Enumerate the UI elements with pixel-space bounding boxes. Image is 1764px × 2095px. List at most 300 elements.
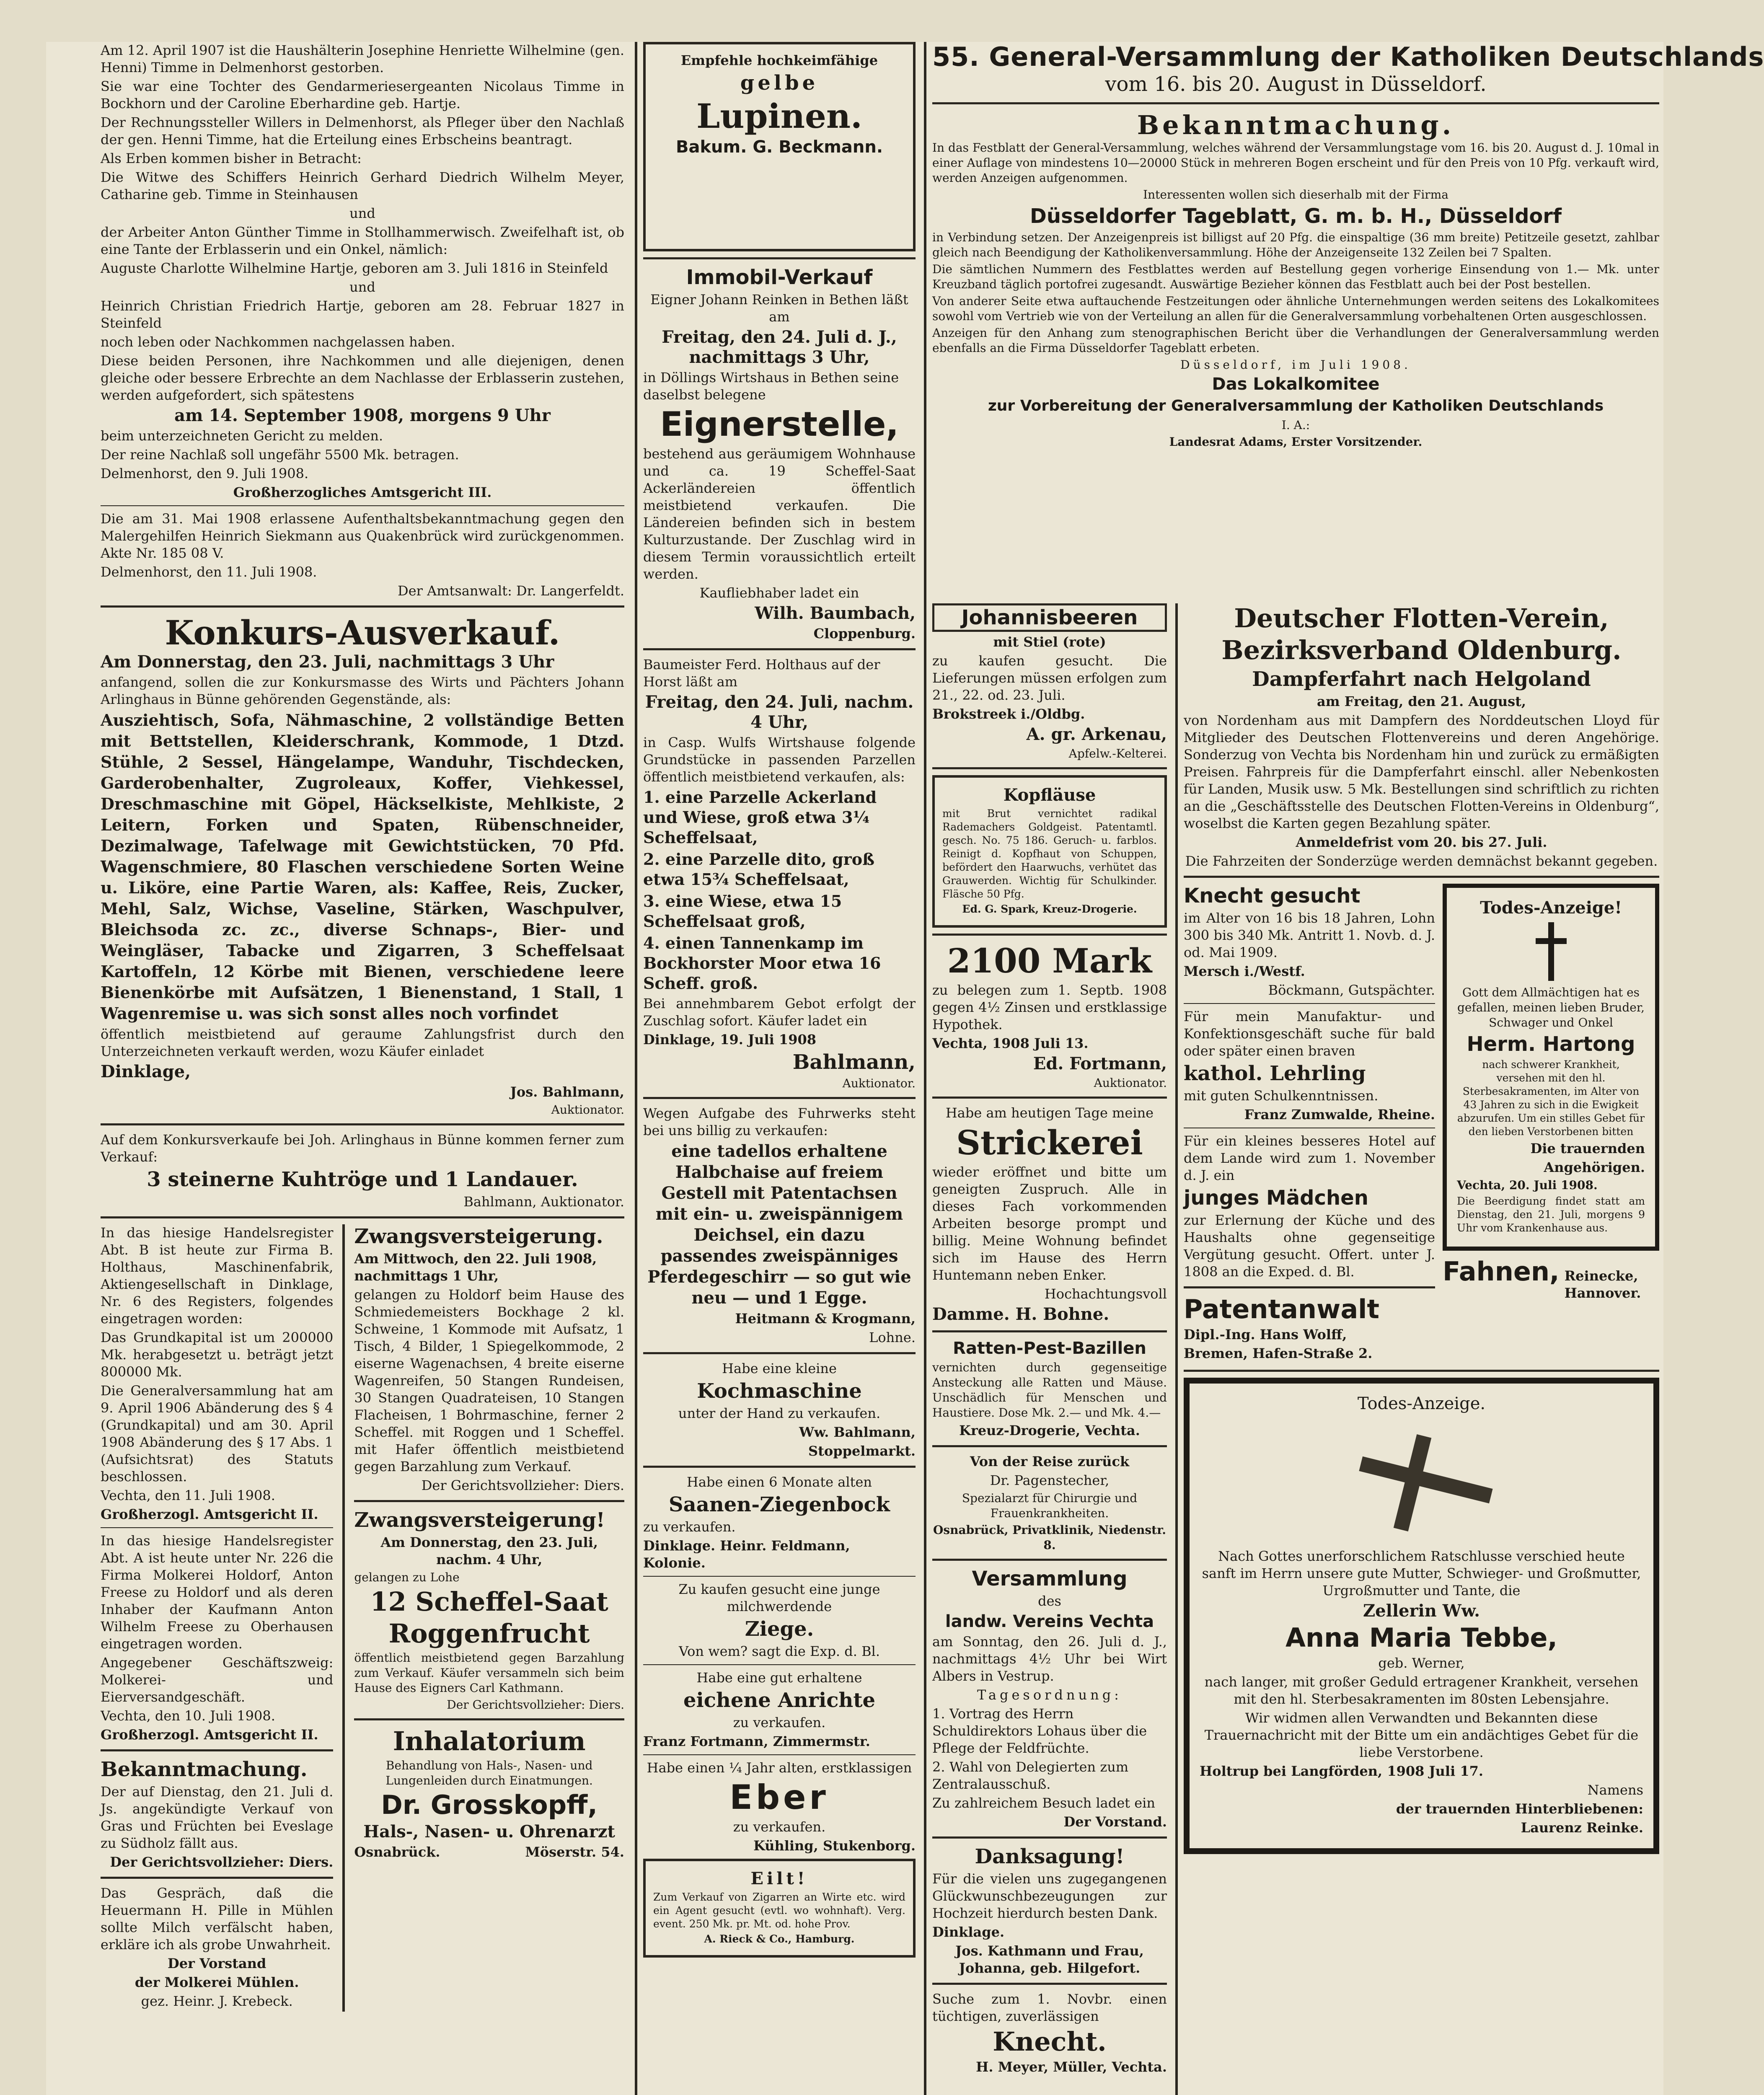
divider: [101, 605, 624, 608]
strick-pre: Habe am heutigen Tage meine: [945, 1105, 1154, 1121]
inhal-addr-left: Osnabrück.: [354, 1844, 440, 1860]
strick-title: Strickerei: [956, 1123, 1143, 1162]
koch-sign: Ww. Bahlmann,: [799, 1424, 916, 1440]
tod2-title: Todes-Anzeige.: [1357, 1394, 1486, 1413]
handels1-para: Die Generalversammlung hat am 9. April 1906 Abänderung des § 4 (Grundkapital) und am 30. April 1908 Abänderung des § 17 Abs. 1 (Aufsichtsrat) des Statuts beschlossen.: [101, 1383, 334, 1485]
mad-title: junges Mädchen: [1184, 1186, 1368, 1210]
bek-sign: zur Vorbereitung der Generalversammlung der Katholiken Deutschlands: [988, 397, 1604, 414]
tod1-sign: Die trauernden: [1530, 1141, 1645, 1156]
dank-place: Dinklage.: [932, 1924, 1005, 1940]
divider: [101, 1527, 333, 1528]
tod1-text: Gott dem Allmächtigen hat es gefallen, meinen lieben Bruder, Schwager und Onkel: [1457, 985, 1645, 1029]
handelsregister-2: [101, 1532, 333, 1743]
ratten-text: vernichten durch gegenseitige Ansteckung alle Ratten und Mäuse. Unschädlich für Menschen und Haustiere. Dose Mk. 2.— und Mk. 4.—: [932, 1360, 1167, 1420]
anrichte-ad: [643, 1669, 916, 1750]
knecht2-text: im Alter von 16 bis 18 Jahren, Lohn 300 bis 340 Mk. Antritt 1. Novb. d. J. od. Mai 1909.: [1184, 910, 1435, 960]
maedchen-ad: [1184, 1133, 1435, 1280]
todes-anzeige-tebbe: [1184, 1378, 1659, 1854]
lupinen-gelbe: gelbe: [740, 71, 819, 95]
bekanntmachung-small: [101, 1757, 333, 1871]
kopflaeuse-ad: [932, 775, 1167, 928]
col1-lower-right: [354, 1224, 624, 2012]
flotte-date: am Freitag, den 21. August,: [1317, 693, 1526, 709]
divider: [101, 1749, 333, 1751]
holthaus-ad: [643, 656, 916, 1091]
tod2-pre: Zellerin Ww.: [1363, 1601, 1480, 1621]
dank-sign: Jos. Kathmann und Frau, Johanna, geb. Hilgefort.: [955, 1943, 1144, 1976]
nachlass-para: Heinrich Christian Friedrich Hartje, geboren am 28. Februar 1827 in Steinfeld: [101, 298, 624, 331]
ziege-sign: Dinklage. Heinr. Feldmann, Kolonie.: [643, 1538, 850, 1571]
ziege-pre: Habe einen 6 Monate alten: [686, 1474, 872, 1490]
tod2-sign: der trauernden Hinterbliebenen:: [1396, 1801, 1643, 1817]
tod2-place: Holtrup bei Langförden, 1908 Juli 17.: [1200, 1763, 1484, 1779]
lehr-sign: Franz Zumwalde, Rheine.: [1244, 1107, 1435, 1123]
immobil-big: Eignerstelle,: [660, 405, 899, 444]
handels1-signature: Großherzogl. Amtsgericht II.: [101, 1506, 318, 1522]
bek-sign: Das Lokalkomitee: [1212, 375, 1380, 394]
versammlung-ad: [932, 1567, 1167, 1831]
konkurs-role: Auktionator.: [551, 1103, 624, 1117]
knecht2-title: Knecht gesucht: [1184, 884, 1361, 908]
holthaus-item: 1. eine Parzelle Ackerland und Wiese, groß etwa 3¼ Scheffelsaat,: [643, 788, 877, 847]
lupinen-sign: Bakum. G. Beckmann.: [675, 137, 883, 157]
joh-place: Brokstreek i./Oldbg.: [932, 706, 1085, 722]
nachlass-para: und: [349, 205, 375, 221]
mark-title: 2100 Mark: [947, 941, 1152, 980]
divider: [643, 1664, 916, 1665]
tod2-text: Nach Gottes unerforschlichem Ratschlusse verschied heute sanft im Herrn unsere gute Mutter, Schwieger- und Großmutter, Urgroßmutter und Tante, die: [1202, 1548, 1641, 1598]
col4-mid: [1184, 884, 1659, 1364]
vers-tages: Tagesordnung:: [977, 1687, 1122, 1703]
nachlass-para: und: [349, 279, 375, 295]
bek-text: Interessenten wollen sich dieserhalb mit der Firma: [1143, 188, 1448, 202]
reise-addr: Osnabrück, Privatklinik, Niedenstr. 8.: [933, 1523, 1167, 1552]
flotte-anm: Anmeldefrist vom 20. bis 27. Juli.: [1296, 834, 1547, 850]
handels2-para: Vechta, den 10. Juli 1908.: [101, 1708, 275, 1724]
zwang2-signature: Der Gerichtsvollzieher: Diers.: [447, 1698, 624, 1712]
cross-icon: [1334, 1422, 1510, 1539]
konkurs-items: Ausziehtisch, Sofa, Nähmaschine, 2 vollständige Betten mit Bettstellen, Kleiderschrank, Kommode, 1 Dtzd. Stühle, 2 Sessel, Hängelampe, Wanduhr, Tischdecken, Garderobenhalter, Zugroleaux, Koffer, Viehkessel, Dreschmaschine mit Göpel, Häckselkiste, Mehlkiste, 2 Leitern, Forken und Spaten, Rübenschneider, Dezimalwage, Tafelwage mit Gewichtstücken, 70 Pfd. Wagenschmiere, 80 Flaschen verschiedene Sorten Weine u. Liköre, eine Partie Waren, als: Kaffee, Reis, Zucker, Mehl, Salz, Wichse, Vaseline, Stärken, Waschpulver, Bleichsoda zc. zc., diverse Schnaps-, Bier- und Weingläser, Tabacke und Zigarren, 3 Scheffelsaat Kartoffeln, 12 Körbe mit Bienen, verschiedene leere Bienenkörbe mit Aufsätzen, 1 Bienenstand, 1 Stall, 1 Wagenremise u. was sich sonst alles noch vorfindet: [101, 711, 624, 1023]
nachlass-deadline: am 14. September 1908, morgens 9 Uhr: [174, 406, 551, 425]
fahnen-title: Fahnen,: [1443, 1256, 1560, 1287]
divider: [932, 934, 1167, 936]
divider: [354, 1718, 624, 1720]
bekannt-signature: Der Gerichtsvollzieher: Diers.: [110, 1854, 334, 1870]
eilt-sign: A. Rieck & Co., Hamburg.: [704, 1933, 855, 1945]
flotte-title: Deutscher Flotten-Verein,: [1234, 603, 1609, 634]
divider: [643, 1097, 916, 1099]
bek-sign: I. A.:: [1281, 418, 1310, 432]
column-2: [643, 42, 916, 1958]
reise-name: Dr. Pagenstecher,: [990, 1472, 1110, 1488]
handels2-signature: Großherzogl. Amtsgericht II.: [101, 1727, 318, 1743]
lehr-text: Für mein Manufaktur- und Konfektionsgeschäft suche für bald oder später einen braven: [1184, 1009, 1435, 1059]
inhal-spec: Hals-, Nasen- u. Ohrenarzt: [363, 1822, 615, 1842]
divider: [1184, 1286, 1435, 1288]
holthaus-item: 3. eine Wiese, etwa 15 Scheffelsaat groß,: [643, 892, 842, 931]
gespraech-sign: gez. Heinr. J. Krebeck.: [141, 1993, 293, 2009]
tod2-geb: geb. Werner,: [1378, 1655, 1465, 1671]
nachlass-para: Sie war eine Tochter des Gendarmeriesergeanten Nicolaus Timme in Bockhorn und der Caroline Eberhardine geb. Hartje.: [101, 78, 624, 111]
strickerei-ad: [932, 1104, 1167, 1324]
konkurs-ad: [101, 613, 624, 1117]
zwang2-text: öffentlich meistbietend gegen Barzahlung zum Verkauf. Käufer versammeln sich beim Hause des Eigners Carl Kathmann.: [354, 1651, 624, 1695]
tod2-sign: Namens: [1587, 1782, 1643, 1798]
eilt-title: Eilt!: [750, 1869, 808, 1888]
joh-sign: A. gr. Arkenau,: [1026, 724, 1167, 744]
strick-sign: Damme. H. Bohne.: [932, 1304, 1110, 1324]
lupinen-title: Lupinen.: [696, 96, 862, 136]
knecht-pre: Suche zum 1. Novbr. einen tüchtigen, zuverlässigen: [932, 1991, 1167, 2024]
ziege2-title: Ziege.: [745, 1617, 814, 1641]
eilt-ad: [643, 1859, 916, 1958]
flotte-sub: Dampferfahrt nach Helgoland: [1252, 667, 1591, 691]
fahnen-ad: [1443, 1257, 1659, 1302]
flottenverein-ad: [1184, 603, 1659, 870]
danksagung-ad: [932, 1844, 1167, 1977]
halb-place: Lohne.: [869, 1329, 916, 1345]
divider: [1184, 1370, 1659, 1372]
kuhtroege-signature: Bahlmann, Auktionator.: [463, 1194, 624, 1210]
inhal-name: Dr. Grosskopff,: [381, 1790, 597, 1820]
ratten-ad: [932, 1338, 1167, 1439]
konkurs-signature: Jos. Bahlmann,: [510, 1084, 624, 1100]
divider: [1184, 1003, 1435, 1004]
holthaus-sign: Bahlmann,: [792, 1050, 916, 1074]
divider: [932, 1330, 1167, 1332]
zwang1-title: Zwangsversteigerung.: [354, 1225, 603, 1248]
general-versammlung-block: [932, 41, 1764, 451]
todes-anzeige-hartong: [1443, 884, 1659, 1251]
inhal-title: Inhalatorium: [393, 1726, 586, 1756]
newspaper-page: [46, 41, 1764, 2095]
bek-date: Düsseldorf, im Juli 1908.: [1180, 358, 1411, 372]
eber-sign: Kühling, Stukenborg.: [753, 1838, 916, 1854]
tod1-sign: Angehörigen.: [1544, 1159, 1645, 1175]
joh-sub: mit Stiel (rote): [993, 634, 1106, 650]
lehrling-ad: [1184, 1008, 1435, 1123]
lupinen-pre: Empfehle hochkeimfähige: [680, 52, 878, 68]
kuhtroege-title: 3 steinerne Kuhtröge und 1 Landauer.: [147, 1168, 578, 1191]
joh-role: Apfelw.-Kelterei.: [1068, 747, 1167, 760]
vers-title: Versammlung: [972, 1567, 1128, 1591]
knecht-gesucht-ad: [1184, 884, 1435, 999]
mad-text2: zur Erlernung der Küche und des Haushalts ohne gegenseitige Vergütung gesucht. Offert. unter J. 1808 an die Exped. d. Bl.: [1184, 1212, 1435, 1280]
flotte-tail: Die Fahrzeiten der Sonderzüge werden demnächst bekannt gegeben.: [1185, 853, 1658, 869]
nachlass-para: Die Witwe des Schiffers Heinrich Gerhard Diedrich Wilhelm Meyer, Catharine geb. Timme in Steinhausen: [101, 169, 624, 202]
divider: [354, 1500, 624, 1502]
mark-role: Auktionator.: [1094, 1076, 1167, 1090]
divider: [643, 257, 916, 259]
lehr-sub: mit guten Schulkenntnissen.: [1184, 1088, 1379, 1104]
konkurs-place: Dinklage,: [101, 1062, 191, 1081]
nachlass-para: Der Rechnungssteller Willers in Delmenhorst, als Pfleger über den Nachlaß der gen. Henni Timme, hat die Erteilung eines Erbscheins beantragt.: [101, 114, 624, 147]
immobil-ad: [643, 265, 916, 642]
nachlass-signature: Großherzogliches Amtsgericht III.: [233, 484, 492, 500]
zwang2-title: Zwangsversteigerung!: [354, 1508, 605, 1532]
aufenthalt-para: Die am 31. Mai 1908 erlassene Aufenthaltsbekanntmachung gegen den Malergehilfen Heinrich Siekmann aus Quakenbrück wird zurückgenommen. Akte Nr. 185 08 V.: [101, 511, 624, 561]
knecht2-sign: Böckmann, Gutspächter.: [1268, 982, 1435, 998]
anr-text: zu verkaufen.: [733, 1715, 826, 1730]
aufenthalt-notice: [101, 510, 624, 600]
konkurs-tail: öffentlich meistbietend auf geraume Zahlungsfrist durch den Unterzeichneten verkauft werden, wozu Käufer einladet: [101, 1026, 624, 1059]
immobil-text2: bestehend aus geräumigem Wohnhause und ca. 19 Scheffel-Saat Ackerländereien öffentlich meistbietend verkaufen. Die Ländereien befinden sich in bestem Kulturzustande. Der Zuschlag wird in diesem Termin voraussichtlich erteilt werden.: [643, 446, 916, 582]
anr-pre: Habe eine gut erhaltene: [696, 1670, 862, 1686]
anr-sign: Franz Fortmann, Zimmermstr.: [643, 1733, 870, 1749]
handels2-para: Angegebener Geschäftszweig: Molkerei- und Eierversandgeschäft.: [101, 1655, 334, 1705]
ziege2-text: Von wem? sagt die Exp. d. Bl.: [678, 1643, 880, 1659]
bek-text: In das Festblatt der General-Versammlung, welches während der Versammlungstage vom 16. bis 20. August d. J. 10mal in einer Auflage von mindestens 10—20000 Stück in mehreren Bogen erscheint und für den Preis von 10 Pfg. verkauft wird, werden Anzeigen aufgenommen.: [932, 141, 1659, 185]
strick-greet: Hochachtungsvoll: [1044, 1286, 1167, 1302]
ziege-title: Saanen-Ziegenbock: [669, 1493, 890, 1516]
divider: [101, 1123, 624, 1125]
gespraech-notice: [101, 1885, 333, 2010]
nachlass-notice: [101, 42, 624, 501]
bekannt-text: Der auf Dienstag, den 21. Juli d. Js. angekündigte Verkauf von Gras und Früchten bei Eveslage zu Südholz fällt aus.: [101, 1784, 334, 1851]
immobil-text: in Döllings Wirtshaus in Bethen seine daselbst belegene: [643, 370, 899, 403]
zwang2-sub: gelangen zu Lohe: [354, 1570, 460, 1584]
column-3: [932, 603, 1167, 2077]
halbchaise-ad: [643, 1105, 916, 1346]
divider: [643, 1576, 916, 1577]
nachlass-para: der Arbeiter Anton Günther Timme in Stollhammerwisch. Zweifelhaft ist, ob eine Tante der Erblasserin und ein Onkel, nämlich:: [101, 224, 624, 257]
bek-text: Von anderer Seite etwa auftauchende Festzeitungen oder ähnliche Unternehmungen werden seitens des Lokalkomitees sowohl vom Vertrieb wie von der Verteilung an allen für die Generalversammlung vorbehaltenen Orten ausgeschlossen.: [932, 294, 1659, 323]
nachlass-para: noch leben oder Nachkommen nachgelassen haben.: [101, 334, 455, 350]
divider: [932, 1983, 1167, 1985]
bek-text: Die sämtlichen Nummern des Festblattes werden auf Bestellung gegen vorherige Einsendung von 1.— Mk. unter Kreuzband täglich portofrei zugesandt. Auswärtige Bezieher können das Festblatt auch bei der Post bestellen.: [932, 262, 1659, 291]
immobil-place: Cloppenburg.: [813, 626, 916, 641]
inhal-address: [354, 1844, 624, 1861]
lehr-title: kathol. Lehrling: [1184, 1062, 1366, 1085]
johannisbeeren-ad: [932, 603, 1167, 761]
knecht2-place: Mersch i./Westf.: [1184, 963, 1305, 979]
mark-ad: [932, 941, 1167, 1091]
col4-mid-left: [1184, 884, 1435, 1364]
ratten-title: Ratten-Pest-Bazillen: [953, 1339, 1146, 1358]
divider: [932, 767, 1167, 769]
divider: [101, 1216, 624, 1218]
mark-sign: Ed. Fortmann,: [1033, 1054, 1167, 1073]
zwang1-text: gelangen zu Holdorf beim Hause des Schmiedemeisters Bockhage 2 kl. Schweine, 1 Kommode mit Aufsatz, 1 Tisch, 4 Bilder, 1 Spiegelkommode, 2 eiserne Wagenachsen, 4 breite eiserne Wagenreifen, 50 Stangen Rundeisen, 30 Stangen Quadrateisen, 10 Stangen Flacheisen, 1 Bohrmaschine, ferner 2 Scheffel. mit Roggen und 1 Scheffel. mit Hafer öffentlich meistbietend gegen Barzahlung zum Verkauf.: [354, 1287, 624, 1474]
nachlass-para: beim unterzeichneten Gericht zu melden.: [101, 428, 383, 444]
aufenthalt-signature: Der Amtsanwalt: Dr. Langerfeldt.: [398, 583, 624, 599]
immobil-sign: Wilh. Baumbach,: [755, 603, 916, 623]
lupinen-ad: [643, 42, 916, 251]
tod1-text2: nach schwerer Krankheit, versehen mit den hl. Sterbesakramenten, im Alter von 43 Jahren zu sich in die Ewigkeit abzurufen. Um ein stilles Gebet für den lieben Verstorbenen bitten: [1457, 1058, 1645, 1138]
bek-text: Anzeigen für den Anhang zum stenographischen Bericht über die Verhandlungen der Generalversammlung werden ebenfalls an die Firma Düsseldorfer Tageblatt erbeten.: [932, 326, 1659, 355]
holthaus-date: Freitag, den 24. Juli, nachm. 4 Uhr,: [645, 692, 914, 732]
nachlass-para: Am 12. April 1907 ist die Haushälterin Josephine Henriette Wilhelmine (gen. Henni) Timme in Delmenhorst gestorben.: [101, 42, 624, 75]
divider: [101, 505, 624, 506]
vers-sub: landw. Vereins Vechta: [945, 1612, 1154, 1631]
halb-items: eine tadellos erhaltene Halbchaise auf freiem Gestell mit Patentachsen mit ein- u. zweispännigem Deichsel, ein dazu passendes zweispänniges Pferdegeschirr — so gut wie neu — und 1 Egge.: [647, 1141, 911, 1308]
vers-sign: Der Vorstand.: [1063, 1814, 1167, 1830]
immobil-intro: Eigner Johann Reinken in Bethen läßt am: [650, 292, 908, 325]
immobil-text3: Kaufliebhaber ladet ein: [699, 585, 859, 601]
bek-text: in Verbindung setzen. Der Anzeigenpreis ist billigst auf 20 Pfg. die einspaltige (36 mm breite) Petitzeile gesetzt, zahlbar gleich nach Beendigung der Katholikenversammlung. Höhe der Anzeigenseite 132 Zeilen bei 7 Spalten.: [932, 230, 1659, 259]
handelsregister-1: [101, 1224, 333, 1523]
konkurs-lead: Am Donnerstag, den 23. Juli, nachmittags 3 Uhr: [101, 652, 554, 672]
tod1-tail: Die Beerdigung findet statt am Dienstag, den 21. Juli, morgens 9 Uhr vom Krankenhause aus.: [1457, 1195, 1645, 1234]
kopf-title: Kopfläuse: [1003, 785, 1096, 805]
ziege-text: zu verkaufen.: [643, 1519, 736, 1535]
holthaus-intro: Baumeister Ferd. Holthaus auf der Horst läßt am: [643, 657, 880, 690]
vers-tail: Zu zahlreichem Besuch ladet ein: [932, 1795, 1155, 1811]
reise-spec: Spezialarzt für Chirurgie und Frauenkrankheiten.: [962, 1491, 1138, 1520]
eilt-text: Zum Verkauf von Zigarren an Wirte etc. wird ein Agent gesucht (evtl. wo wohnhaft). Verg. event. 250 Mk. pr. Mt. od. hohe Prov.: [653, 1891, 905, 1930]
col4-mid-right: [1443, 884, 1659, 1364]
fahnen-sign: Reinecke, Hannover.: [1564, 1268, 1641, 1301]
pat-title: Patentanwalt: [1184, 1294, 1380, 1324]
handels1-para: Vechta, den 11. Juli 1908.: [101, 1487, 275, 1503]
pat-addr: Bremen, Hafen-Straße 2.: [1184, 1345, 1373, 1361]
knecht-ad: [932, 1991, 1167, 2076]
nachlass-para: Auguste Charlotte Wilhelmine Hartje, geboren am 3. Juli 1816 in Steinfeld: [101, 260, 608, 276]
mark-text: zu belegen zum 1. Septb. 1908 gegen 4½ Zinsen und erstklassige Hypothek.: [932, 982, 1167, 1032]
vers-des: des: [1038, 1593, 1061, 1609]
inhal-text: Behandlung von Hals-, Nasen- und Lungenleiden durch Einatmungen.: [385, 1759, 593, 1787]
bek-firm: Düsseldorfer Tageblatt, G. m. b. H., Düsseldorf: [1030, 204, 1562, 228]
koch-place: Stoppelmarkt.: [808, 1443, 916, 1459]
ziegenbock-ad: [643, 1474, 916, 1572]
ziege-ad: [643, 1581, 916, 1660]
ratten-sign: Kreuz-Drogerie, Vechta.: [959, 1423, 1140, 1438]
dank-text: Für die vielen uns zugegangenen Glückwunschbezeugungen zur Hochzeit hierdurch besten Dank.: [932, 1871, 1167, 1921]
nachlass-para: Der reine Nachlaß soll ungefähr 5500 Mk. betragen.: [101, 447, 459, 463]
divider: [932, 1836, 1167, 1839]
tod1-title: Todes-Anzeige!: [1480, 898, 1622, 918]
divider: [1184, 876, 1659, 878]
tod2-text3: Wir widmen allen Verwandten und Bekannten diese Trauernachricht mit der Bitte um ein andächtiges Gebet für die liebe Verstorbene.: [1204, 1710, 1639, 1760]
column-1: [101, 42, 624, 2012]
aufenthalt-para: Delmenhorst, den 11. Juli 1908.: [101, 564, 317, 580]
col1-lower: [101, 1224, 624, 2012]
zwang2-ad: [354, 1508, 624, 1712]
tod2-name: Anna Maria Tebbe,: [1285, 1622, 1557, 1653]
nachlass-para: Diese beiden Personen, ihre Nachkommen und alle diejenigen, denen gleiche oder bessere Erbrechte an dem Nachlasse der Erblasserin zustehen, werden aufgefordert, sich spätestens: [101, 353, 624, 403]
holthaus-item: 2. eine Parzelle dito, groß etwa 15¾ Scheffelsaat,: [643, 850, 874, 889]
holthaus-item: 4. einen Tannenkamp im Bockhorster Moor etwa 16 Scheff. groß.: [643, 934, 881, 993]
holthaus-text: in Casp. Wulfs Wirtshause folgende Grundstücke in passenden Parzellen öffentlich meistbietend verkaufen, als:: [643, 735, 916, 785]
kopf-sign: Ed. G. Spark, Kreuz-Drogerie.: [962, 903, 1137, 915]
tod2-sign: Laurenz Reinke.: [1521, 1820, 1643, 1836]
divider: [932, 1559, 1167, 1561]
patentanwalt-ad: [1184, 1294, 1435, 1362]
divider: [643, 1466, 916, 1468]
divider: [932, 102, 1659, 104]
tod2-text2: nach langer, mit großer Geduld ertragener Krankheit, versehen mit den hl. Sterbesakramenten im 80sten Lebensjahre.: [1204, 1674, 1639, 1707]
mark-place: Vechta, 1908 Juli 13.: [932, 1035, 1089, 1051]
bekannt-title: Bekanntmachung.: [101, 1758, 308, 1781]
eber-pre: Habe einen ¼ Jahr alten, erstklassigen: [647, 1760, 912, 1776]
flotte-text: von Nordenham aus mit Dampfern des Norddeutschen Lloyd für Mitglieder des Deutschen Flottenvereins und deren Angehörige. Sonderzug von Vechta bis Nordenham hin und zurück zu ermäßigten Preisen. Fahrpreis für die Dampferfahrt einschl. aller Nebenkosten für Landen, Musik usw. 5 Mk. Bestellungen sind schriftlich zu richten an die „Geschäftsstelle des Deutschen Flotten-Vereins in Oldenburg“, woselbst die Karten gegen Bezahlung später.: [1184, 712, 1659, 831]
reise-ad: [932, 1453, 1167, 1553]
kuhtroege-intro: Auf dem Konkursverkaufe bei Joh. Arlinghaus in Bünne kommen ferner zum Verkauf:: [101, 1132, 624, 1165]
joh-text: zu kaufen gesucht. Die Lieferungen müssen erfolgen zum 21., 22. od. 23. Juli.: [932, 653, 1167, 703]
zwang1-lead: Am Mittwoch, den 22. Juli 1908, nachmittags 1 Uhr,: [354, 1251, 597, 1284]
holthaus-place: Dinklage, 19. Juli 1908: [643, 1032, 816, 1048]
flotte-title2: Bezirksverband Oldenburg.: [1221, 635, 1622, 665]
vers-text: am Sonntag, den 26. Juli d. J., nachmittags 4½ Uhr bei Wirt Albers in Vestrup.: [932, 1634, 1167, 1684]
cross-icon: [1532, 922, 1570, 981]
knecht-title: Knecht.: [993, 2026, 1107, 2057]
vers-item: 2. Wahl von Delegierten zum Zentralausschuß.: [932, 1759, 1129, 1792]
kopf-text: mit Brut vernichtet radikal Rademachers Goldgeist. Patentamtl. gesch. No. 75 186. Geruch- u. farblos. Reinigt d. Kopfhaut von Schuppen, befördert den Haarwuchs, verhütet das Grauwerden. Wichtig für Schulkinder. Fläsche 50 Pfg.: [942, 807, 1157, 900]
nachlass-para: Delmenhorst, den 9. Juli 1908.: [101, 466, 309, 481]
anr-title: eichene Anrichte: [683, 1689, 876, 1712]
col1-lower-left: [101, 1224, 333, 2012]
tod1-name: Herm. Hartong: [1467, 1032, 1635, 1056]
immobil-date: Freitag, den 24. Juli d. J., nachmittags 3 Uhr,: [662, 327, 897, 367]
divider: [101, 1877, 333, 1879]
gv-sub: vom 16. bis 20. August in Düsseldorf.: [1105, 72, 1487, 96]
gespraech-text: Das Gespräch, daß die Heuermann H. Pille in Mühlen sollte Milch verfälscht haben, erkläre ich als grobe Unwahrheit.: [101, 1885, 334, 1953]
vers-item: 1. Vortrag des Herrn Schuldirektors Lohaus über die Pflege der Feldfrüchte.: [932, 1706, 1147, 1756]
gv-title: 55. General-Versammlung der Katholiken Deutschlands: [932, 41, 1764, 72]
zwang2-big: 12 Scheffel-Saat: [370, 1586, 608, 1617]
bek-sign: Landesrat Adams, Erster Vorsitzender.: [1169, 435, 1423, 449]
handels2-para: In das hiesige Handelsregister Abt. A ist heute unter Nr. 226 die Firma Molkerei Holdorf, Anton Freese zu Holdorf und als deren Inhaber der Kaufmann Anton Wilhelm Freese zu Oberhausen eingetragen worden.: [101, 1533, 334, 1652]
reise-title: Von der Reise zurück: [970, 1454, 1130, 1469]
tod1-date: Vechta, 20. Juli 1908.: [1457, 1178, 1598, 1192]
ziege2-pre: Zu kaufen gesucht eine junge milchwerdende: [678, 1581, 880, 1614]
holthaus-tail: Bei annehmbarem Gebot erfolgt der Zuschlag sofort. Käufer ladet ein: [643, 996, 916, 1029]
konkurs-title: Konkurs-Ausverkauf.: [165, 613, 560, 652]
eber-text: zu verkaufen.: [733, 1819, 826, 1835]
inhal-addr-right: Möserstr. 54.: [525, 1844, 624, 1860]
immobil-title: Immobil-Verkauf: [686, 266, 873, 289]
halb-sign: Heitmann & Krogmann,: [735, 1311, 916, 1327]
kuhtroege-ad: [101, 1131, 624, 1210]
eber-ad: [643, 1759, 916, 1854]
joh-title: Johannisbeeren: [932, 603, 1167, 632]
handels1-para: In das hiesige Handelsregister Abt. B ist heute zur Firma B. Holthaus, Maschinenfabrik, Aktiengesellschaft in Dinklage, Nr. 6 des Registers, folgendes eingetragen worden:: [101, 1225, 334, 1327]
vertical-rule: [1175, 603, 1178, 2095]
eber-title: Eber: [729, 1778, 829, 1817]
halb-text: Wegen Aufgabe des Fuhrwerks steht bei uns billig zu verkaufen:: [643, 1105, 916, 1138]
mad-text: Für ein kleines besseres Hotel auf dem Lande wird zum 1. November d. J. ein: [1184, 1133, 1435, 1183]
nachlass-para: Als Erben kommen bisher in Betracht:: [101, 150, 362, 166]
inhalatorium-ad: [354, 1726, 624, 1861]
dank-title: Danksagung!: [975, 1845, 1125, 1868]
konkurs-intro: anfangend, sollen die zur Konkursmasse des Wirts und Pächters Johann Arlinghaus in Bünne gehörenden Gegenstände, als:: [101, 674, 624, 707]
koch-pre: Habe eine kleine: [722, 1360, 837, 1376]
handels1-para: Das Grundkapital ist um 200000 Mk. herabgesetzt u. beträgt jetzt 800000 Mk.: [101, 1329, 334, 1380]
koch-title: Kochmaschine: [697, 1379, 862, 1403]
koch-text: unter der Hand zu verkaufen.: [678, 1405, 881, 1421]
gespraech-sign: Der Vorstand: [168, 1955, 266, 1971]
bek-title: Bekanntmachung.: [1137, 110, 1455, 140]
vertical-rule: [342, 1224, 345, 2012]
gespraech-sign: der Molkerei Mühlen.: [134, 1974, 299, 1990]
divider: [932, 1445, 1167, 1447]
pat-name: Dipl.-Ing. Hans Wolff,: [1184, 1327, 1347, 1342]
holthaus-role: Auktionator.: [842, 1076, 916, 1090]
knecht-sign: H. Meyer, Müller, Vechta.: [976, 2059, 1167, 2075]
zwang1-signature: Der Gerichtsvollzieher: Diers.: [421, 1477, 624, 1493]
vertical-rule: [635, 42, 637, 2095]
vertical-rule: [924, 42, 926, 2095]
zwang2-big2: Roggenfrucht: [388, 1618, 590, 1649]
zwang1-ad: [354, 1224, 624, 1494]
divider: [643, 1352, 916, 1354]
strick-text: wieder eröffnet und bitte um geneigten Zuspruch. Alle in dieses Fach vorkommenden Arbeiten besorge prompt und billig. Meine Wohnung befindet sich im Hause des Herrn Huntemann neben Enker.: [932, 1164, 1167, 1283]
divider: [643, 1754, 916, 1755]
kochmaschine-ad: [643, 1360, 916, 1460]
divider: [643, 648, 916, 650]
column-4: [1184, 603, 1659, 1854]
divider: [932, 1097, 1167, 1099]
